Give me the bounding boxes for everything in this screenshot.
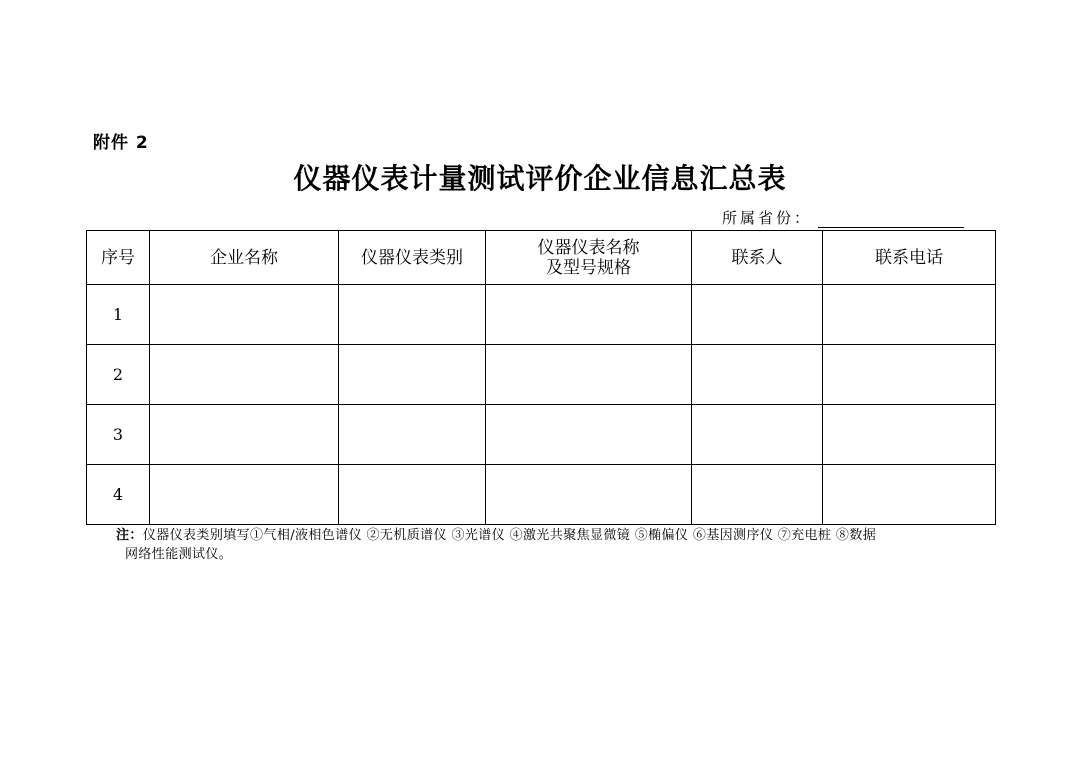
cell-instrument-category[interactable] bbox=[339, 285, 486, 345]
header-serial-number: 序号 bbox=[87, 231, 150, 285]
header-contact-phone: 联系电话 bbox=[823, 231, 996, 285]
header-line-1: 仪器仪表名称 bbox=[537, 237, 640, 258]
header-row bbox=[87, 231, 996, 285]
table-row bbox=[87, 465, 996, 525]
cell-contact-phone[interactable] bbox=[823, 465, 996, 525]
cell-instrument-category[interactable] bbox=[339, 465, 486, 525]
header-line-2: 及型号规格 bbox=[546, 257, 631, 278]
cell-contact-phone[interactable] bbox=[823, 345, 996, 405]
header-contact-person: 联系人 bbox=[692, 231, 823, 285]
cell-serial-number: 4 bbox=[87, 465, 150, 525]
cell-instrument-category[interactable] bbox=[339, 405, 486, 465]
cell-serial-number: 3 bbox=[87, 405, 150, 465]
cell-instrument-name-model[interactable] bbox=[486, 285, 692, 345]
cell-contact-person[interactable] bbox=[692, 285, 823, 345]
cell-contact-person[interactable] bbox=[692, 345, 823, 405]
cell-instrument-name-model[interactable] bbox=[486, 465, 692, 525]
cell-company-name[interactable] bbox=[150, 465, 339, 525]
page-title: 仪器仪表计量测试评价企业信息汇总表 bbox=[293, 162, 787, 195]
footnote-lead: 注： bbox=[116, 528, 143, 543]
cell-instrument-category[interactable] bbox=[339, 345, 486, 405]
table-row bbox=[87, 345, 996, 405]
cell-serial-number: 2 bbox=[87, 345, 150, 405]
table-row bbox=[87, 285, 996, 345]
province-blank-line[interactable] bbox=[818, 210, 964, 228]
footnote-line-1: 仪器仪表类别填写①气相/液相色谱仪 ②无机质谱仪 ③光谱仪 ④激光共聚焦显微镜 ⑤椭偏仪 ⑥基因测序仪 ⑦充电桩 ⑧数据 bbox=[142, 528, 877, 543]
cell-company-name[interactable] bbox=[150, 345, 339, 405]
header-instrument-name-model bbox=[486, 231, 692, 285]
footnote bbox=[116, 526, 1016, 564]
table-row bbox=[87, 405, 996, 465]
province-field bbox=[722, 207, 964, 228]
cell-contact-person[interactable] bbox=[692, 465, 823, 525]
cell-contact-phone[interactable] bbox=[823, 405, 996, 465]
attachment-label: 附件 2 bbox=[93, 133, 149, 153]
cell-instrument-name-model[interactable] bbox=[486, 345, 692, 405]
footnote-line-2: 网络性能测试仪。 bbox=[125, 547, 233, 562]
cell-company-name[interactable] bbox=[150, 285, 339, 345]
cell-serial-number: 1 bbox=[87, 285, 150, 345]
province-label: 所属省份： bbox=[722, 209, 813, 227]
cell-company-name[interactable] bbox=[150, 405, 339, 465]
header-instrument-category: 仪器仪表类别 bbox=[339, 231, 486, 285]
cell-instrument-name-model[interactable] bbox=[486, 405, 692, 465]
cell-contact-person[interactable] bbox=[692, 405, 823, 465]
summary-table bbox=[86, 230, 996, 525]
cell-contact-phone[interactable] bbox=[823, 285, 996, 345]
header-company-name: 企业名称 bbox=[150, 231, 339, 285]
